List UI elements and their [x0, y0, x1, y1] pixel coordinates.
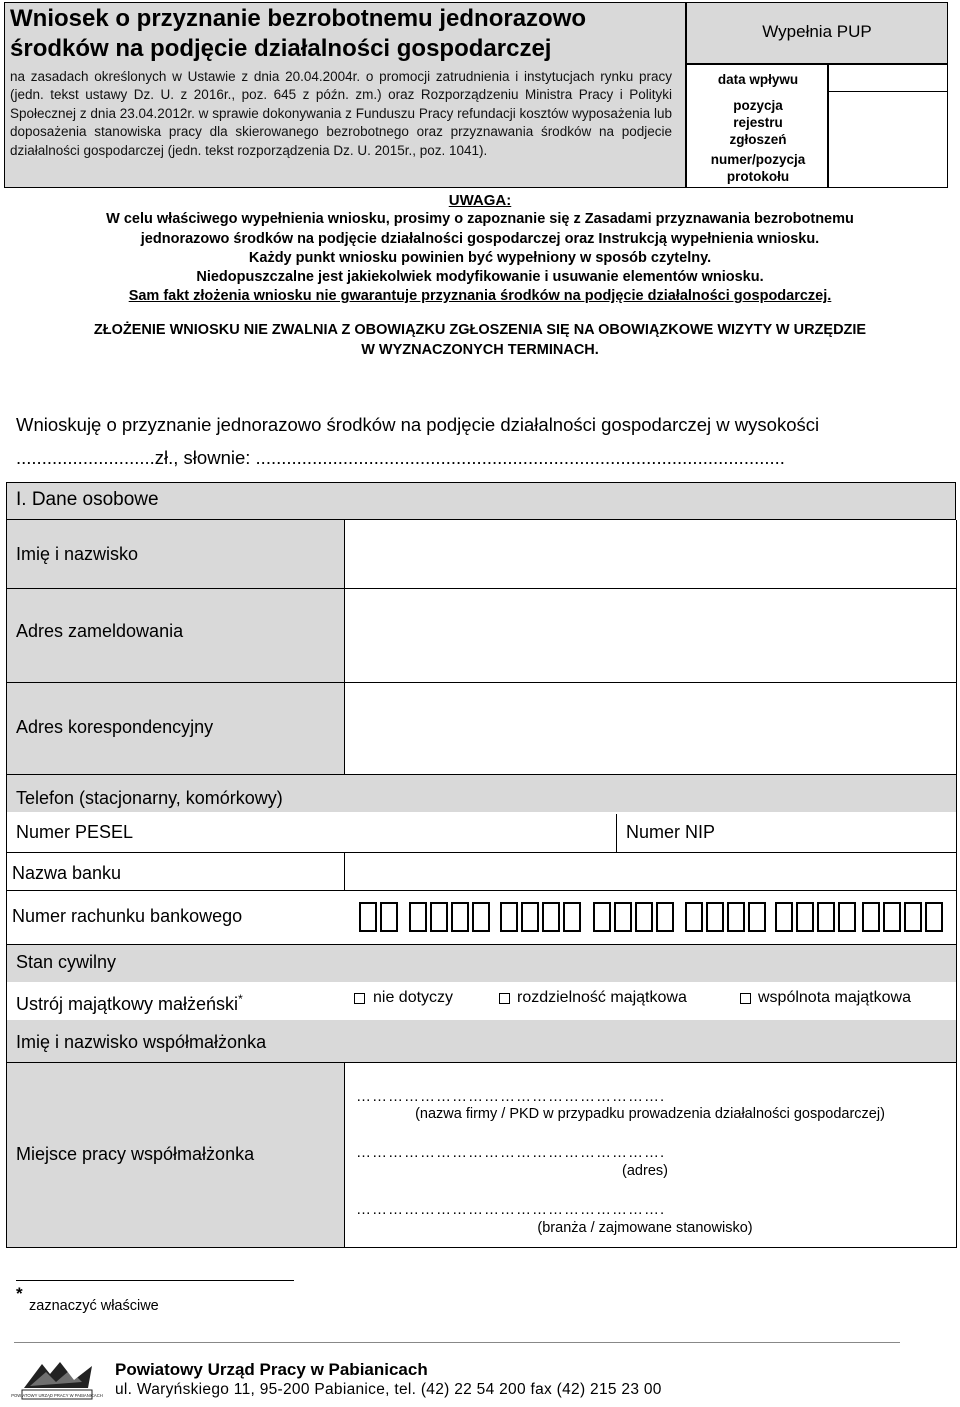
notice-heading: UWAGA:: [448, 192, 512, 209]
marital-status-row: [6, 944, 956, 982]
request-statement[interactable]: [16, 408, 956, 474]
account-digit-box[interactable]: [593, 902, 611, 932]
option-joint-property-checkbox[interactable]: [740, 993, 751, 1004]
account-digit-box[interactable]: [451, 902, 469, 932]
option-not-applicable-checkbox[interactable]: [354, 993, 365, 1004]
company-name-caption: (nazwa firmy / PKD w przypadku prowadzenia działalności gospodarczej): [415, 1106, 885, 1122]
account-digit-box[interactable]: [500, 902, 518, 932]
bank-name-label: Nazwa banku: [12, 863, 122, 883]
account-digit-box[interactable]: [614, 902, 632, 932]
request-line1: Wnioskuję o przyznanie jednorazowo środków na podjęcie działalności gospodarczej w wysokości: [16, 414, 820, 435]
form-title-line2: środków na podjęcie działalności gospodarczej: [10, 35, 552, 62]
option-joint-property-label: wspólnota majątkowa: [758, 989, 911, 1006]
name-label: Imię i nazwisko: [16, 544, 139, 564]
account-digit-box[interactable]: [817, 902, 835, 932]
spouse-name-label: Imię i nazwisko współmałżonka: [16, 1032, 267, 1052]
account-digit-box[interactable]: [635, 902, 653, 932]
account-digit-box[interactable]: [748, 902, 766, 932]
account-digit-box[interactable]: [430, 902, 448, 932]
office-use-labels: [686, 64, 828, 188]
nip-label: Numer NIP: [626, 822, 716, 842]
account-digit-box[interactable]: [409, 902, 427, 932]
property-regime-text: Ustrój majątkowy małżeński: [16, 994, 239, 1014]
pesel-label: Numer PESEL: [16, 822, 134, 842]
notice-line: W celu właściwego wypełnienia wniosku, prosimy o zapoznanie się z Zasadami przyznawania bezrobotnemu: [106, 211, 854, 227]
footnote-mark: *: [238, 992, 243, 1006]
account-digit-box[interactable]: [883, 902, 901, 932]
correspondence-address-input[interactable]: [345, 683, 955, 773]
form-title: [10, 4, 586, 64]
legal-basis-text: na zasadach określonych w Ustawie z dnia 20.04.2004r. o promocji zatrudnienia i instytucjach rynku pracy (jedn. tekst ustawy Dz. U. z 2016r., poz. 645 z późn. zm.) oraz Rozporządzeniu Ministra Pracy i Polityki Społecznej z dnia 23.04.2012r. w sprawie dokonywania z Funduszu Pracy refundacji kosztów wyposażenia lub doposażenia stanowiska pracy dla skierowanego bezrobotnego oraz przyznawania środków na podjecie działalności gospodarczej (jedn. tekst rozporządzenia Dz. U. 2015r., poz. 1041).: [10, 69, 672, 158]
warning-line2: W WYZNACZONYCH TERMINACH.: [361, 342, 599, 358]
office-name: Powiatowy Urząd Pracy w Pabianicach: [115, 1360, 428, 1379]
property-regime-label: [16, 992, 243, 1015]
account-digit-box[interactable]: [380, 902, 398, 932]
account-digit-box[interactable]: [775, 902, 793, 932]
spouse-workplace-label: Miejsce pracy współmałżonka: [16, 1144, 255, 1164]
correspondence-address-label: Adres korespondencyjny: [16, 717, 214, 737]
account-digit-box[interactable]: [542, 902, 560, 932]
option-not-applicable-label: nie dotyczy: [373, 989, 454, 1006]
bank-name-input[interactable]: [345, 852, 955, 890]
footnote-text: zaznaczyć właściwe: [29, 1298, 159, 1314]
account-digit-box[interactable]: [727, 902, 745, 932]
account-digit-box[interactable]: [563, 902, 581, 932]
company-name-field[interactable]: ………………………………………………….: [356, 1088, 666, 1105]
office-use-title: Wypełnia PUP: [762, 22, 872, 41]
register-position-label: pozycja rejestru zgłoszeń: [729, 98, 787, 147]
received-date-label: data wpływu: [717, 72, 799, 87]
office-logo: [11, 1358, 103, 1402]
notice-line: Każdy punkt wniosku powinien być wypełniony w sposób czytelny.: [248, 250, 712, 266]
account-digit-box[interactable]: [796, 902, 814, 932]
registered-address-label: Adres zameldowania: [16, 621, 184, 641]
account-digit-box[interactable]: [706, 902, 724, 932]
request-line2: ...........................zł., słownie: .......................................................................................................: [16, 447, 785, 468]
office-address: ul. Waryńskiego 11, 95-200 Pabianice, tel. (42) 22 54 200 fax (42) 215 23 00: [115, 1381, 662, 1398]
account-digit-box[interactable]: [904, 902, 922, 932]
footnote-divider: [16, 1280, 294, 1281]
warning-line1: ZŁOŻENIE WNIOSKU NIE ZWALNIA Z OBOWIĄZKU ZGŁOSZENIA SIĘ NA OBOWIĄZKOWE WIZYTY W URZĘDZIE: [93, 322, 867, 338]
notice-line: Sam fakt złożenia wniosku nie gwarantuje przyznania środków na podjęcie działalności gospodarczej.: [128, 288, 832, 304]
option-separate-property-checkbox[interactable]: [499, 993, 510, 1004]
account-number-label: Numer rachunku bankowego: [12, 906, 243, 926]
company-address-field[interactable]: ………………………………………………….: [356, 1144, 666, 1161]
account-digit-box[interactable]: [838, 902, 856, 932]
account-digit-box[interactable]: [472, 902, 490, 932]
name-input[interactable]: [345, 521, 955, 587]
position-field[interactable]: ………………………………………………….: [356, 1201, 666, 1218]
footer-divider: [14, 1342, 900, 1343]
account-digit-box[interactable]: [521, 902, 539, 932]
account-digit-box[interactable]: [685, 902, 703, 932]
account-digit-box[interactable]: [862, 902, 880, 932]
protocol-number-label: numer/pozycja protokołu: [710, 152, 806, 184]
section-title: I. Dane osobowe: [16, 489, 159, 510]
notice-line: jednorazowo środków na podjęcie działalności gospodarczej oraz Instrukcją wypełnienia wniosku.: [140, 231, 820, 247]
notice-line: Niedopuszczalne jest jakiekolwiek modyfikowanie i usuwanie elementów wniosku.: [196, 269, 764, 285]
company-address-caption: (adres): [622, 1163, 668, 1179]
option-separate-property-label: rozdzielność majątkowa: [517, 989, 687, 1006]
registered-address-input[interactable]: [345, 589, 955, 681]
account-digit-box[interactable]: [656, 902, 674, 932]
account-digit-box[interactable]: [925, 902, 943, 932]
position-caption: (branża / zajmowane stanowisko): [537, 1220, 753, 1236]
marital-status-label: Stan cywilny: [16, 952, 117, 972]
office-use-values[interactable]: [828, 64, 948, 188]
svg-text:POWIATOWY URZĄD PRACY W PABIAN: POWIATOWY URZĄD PRACY W PABIANICACH: [11, 1393, 103, 1398]
footnote-mark: *: [16, 1284, 23, 1303]
account-digit-box[interactable]: [359, 902, 377, 932]
phone-label: Telefon (stacjonarny, komórkowy): [16, 788, 283, 808]
form-title-line1: Wniosek o przyznanie bezrobotnemu jednorazowo: [10, 5, 587, 32]
